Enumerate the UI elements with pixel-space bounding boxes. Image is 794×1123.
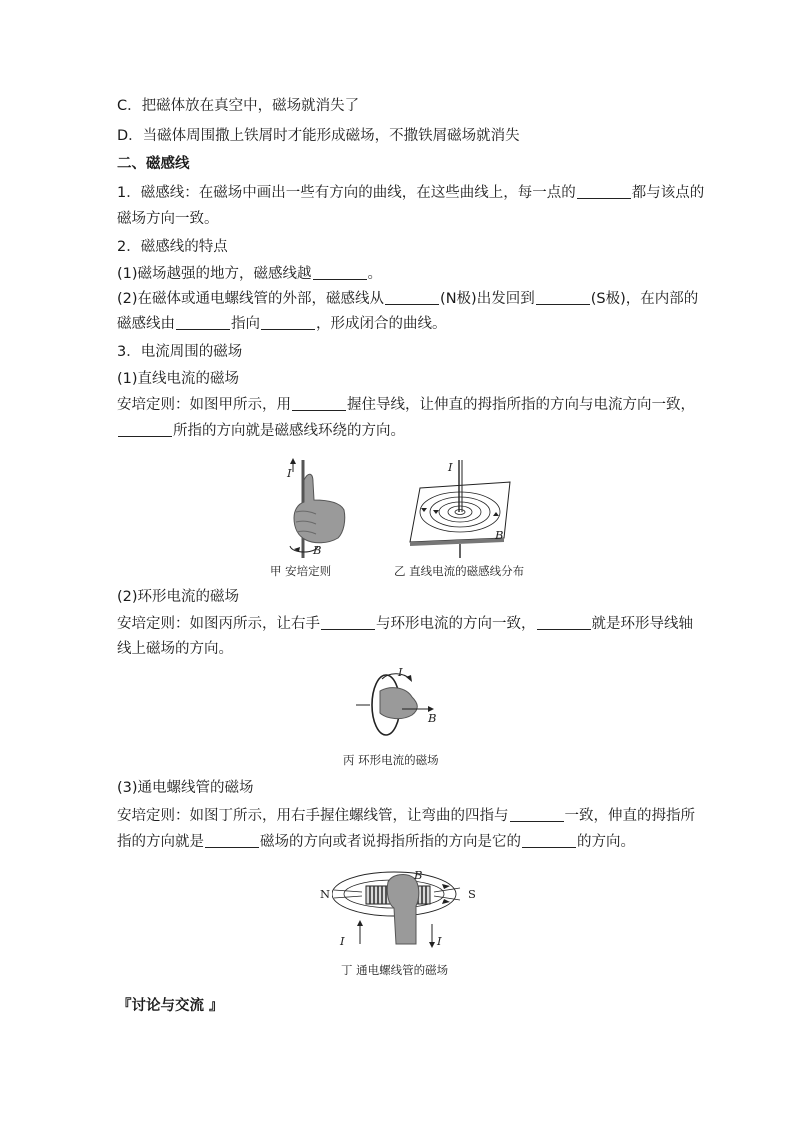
field-label: B	[428, 711, 437, 725]
text-span: 所指的方向就是磁感线环绕的方向。	[173, 423, 405, 439]
figure-ding-caption: 丁 通电螺线管的磁场	[341, 963, 449, 977]
text-span: (N极)出发回到	[440, 291, 535, 307]
south-pole-label: S	[468, 887, 476, 901]
straight-current-heading	[117, 369, 687, 389]
text-span: 安培定则：如图丙所示，让右手	[117, 616, 320, 632]
field-label: B	[313, 543, 322, 557]
text-span: 安培定则：如图丁所示，用右手握住螺线管，让弯曲的四指与	[117, 808, 509, 824]
solenoid-illustration	[332, 864, 462, 954]
north-pole-label: N	[320, 887, 331, 901]
text-span: 3．电流周围的磁场	[117, 344, 243, 360]
text-span: 1．磁感线：在磁场中画出一些有方向的曲线，在这些曲线上，每一点的	[117, 185, 576, 201]
fill-blank[interactable]	[522, 832, 576, 848]
rule-2-line-1	[117, 614, 693, 634]
text-span: 与环形电流的方向一致，	[376, 616, 536, 632]
rule-2-line-2	[117, 639, 687, 659]
text-span: 都与该点的	[631, 185, 705, 201]
text-span: 握住导线，让伸直的拇指所指的方向与电流方向一致，	[347, 397, 695, 413]
figure-bing-caption: 丙 环形电流的磁场	[343, 753, 439, 767]
text-span: 线上磁场的方向。	[117, 641, 233, 657]
text-span: 指的方向就是	[117, 834, 204, 850]
figure-yi-caption: 乙 直线电流的磁感线分布	[394, 564, 525, 578]
text-span: (3)通电螺线管的磁场	[117, 780, 254, 796]
fill-blank[interactable]	[118, 421, 172, 437]
option-d	[117, 126, 687, 146]
fill-blank[interactable]	[385, 289, 439, 305]
option-d-text: D．当磁体周围撒上铁屑时才能形成磁场，不撒铁屑磁场就消失	[117, 128, 520, 144]
text-span: 一致，伸直的拇指所	[564, 808, 695, 824]
feature-2-line-2	[117, 314, 687, 334]
section-heading-text: 二、磁感线	[117, 156, 190, 172]
fill-blank[interactable]	[510, 806, 564, 822]
fill-blank[interactable]	[205, 832, 259, 848]
section-heading	[117, 154, 687, 174]
text-span: (1)直线电流的磁场	[117, 371, 240, 387]
text-span: 磁感线由	[117, 316, 175, 332]
definition-line-1	[117, 183, 705, 203]
ring-current-heading	[117, 587, 687, 607]
figure-ding-solenoid	[332, 864, 462, 954]
current-label: I	[437, 934, 442, 948]
text-span: ，形成闭合的曲线。	[316, 316, 447, 332]
fill-blank[interactable]	[176, 314, 230, 330]
text-span: (2)在磁体或通电螺线管的外部，磁感线从	[117, 291, 385, 307]
solenoid-heading	[117, 778, 687, 798]
fill-blank[interactable]	[537, 614, 591, 630]
text-span: (1)磁场越强的地方，磁感线越	[117, 266, 312, 282]
fill-blank[interactable]	[292, 395, 346, 411]
rule-3-line-1	[117, 806, 695, 826]
text-span: 磁场方向一致。	[117, 211, 219, 227]
discussion-heading	[117, 996, 687, 1016]
fill-blank[interactable]	[577, 183, 631, 199]
text-span: 2．磁感线的特点	[117, 239, 228, 255]
feature-1	[117, 264, 687, 284]
features-heading	[117, 237, 687, 257]
text-span: 的方向。	[577, 834, 635, 850]
current-label: I	[398, 665, 403, 679]
feature-2-line-1	[117, 289, 699, 309]
rule-1-line-2	[117, 421, 687, 441]
figure-jia-caption: 甲 安培定则	[270, 564, 332, 578]
text-span: 就是环形导线轴	[591, 616, 693, 632]
option-c-text: C．把磁体放在真空中，磁场就消失了	[117, 98, 360, 114]
text-span: 指向	[231, 316, 260, 332]
field-label: B	[495, 528, 504, 542]
rule-3-line-2	[117, 832, 687, 852]
rule-1-line-1	[117, 395, 695, 415]
text-span: 安培定则：如图甲所示，用	[117, 397, 291, 413]
fill-blank[interactable]	[261, 314, 315, 330]
discussion-heading-text: 『讨论与交流 』	[117, 998, 224, 1014]
figure-yi-field	[406, 458, 516, 558]
field-lines-illustration	[406, 458, 516, 558]
definition-line-2	[117, 209, 687, 229]
current-label: I	[448, 460, 453, 474]
fill-blank[interactable]	[321, 614, 375, 630]
text-span: 磁场的方向或者说拇指所指的方向是它的	[260, 834, 521, 850]
text-span: (2)环形电流的磁场	[117, 589, 240, 605]
text-span: (S极)，在内部的	[590, 291, 699, 307]
field-label: B	[414, 868, 423, 882]
fill-blank[interactable]	[536, 289, 590, 305]
current-heading	[117, 342, 687, 362]
current-label: I	[287, 466, 292, 480]
text-span: 。	[367, 266, 383, 282]
fill-blank[interactable]	[313, 264, 367, 280]
option-c	[117, 96, 687, 116]
current-label: I	[340, 934, 345, 948]
